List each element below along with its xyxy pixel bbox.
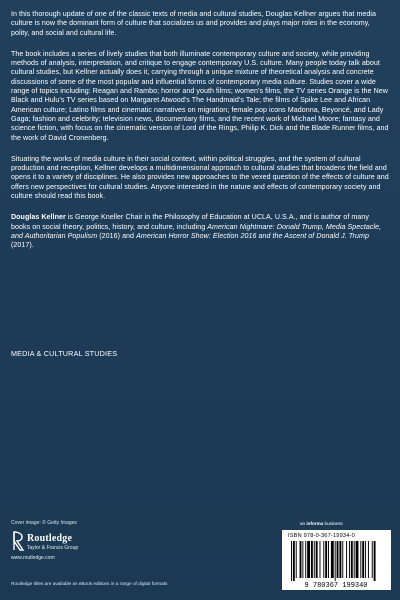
informa-suffix: business <box>323 521 343 526</box>
barcode-bar <box>307 541 310 578</box>
barcode-bar <box>362 541 364 578</box>
author-name: Douglas Kellner <box>11 213 66 222</box>
barcode-digits: 9 780367 199340 <box>304 582 368 590</box>
barcode-bar <box>296 541 297 578</box>
author-bio <box>11 213 389 250</box>
barcode-icon <box>282 530 391 590</box>
barcode-bar <box>360 541 361 578</box>
bio-year-1: (2016) and <box>97 231 137 240</box>
barcode-bar <box>354 541 355 578</box>
barcode-bar <box>368 541 369 578</box>
informa-brand: informa <box>306 521 324 526</box>
informa-business-tag <box>300 521 343 526</box>
publisher-group: Taylor & Francis Group <box>27 545 79 551</box>
bio-year-2: (2017). <box>11 241 34 250</box>
publisher-block <box>11 531 151 571</box>
barcode-bar <box>302 541 303 578</box>
publisher-name: Routledge <box>27 533 73 544</box>
barcode-bar <box>311 541 313 578</box>
barcode-bar <box>349 541 350 578</box>
barcode-bar <box>320 541 321 578</box>
barcode-bar <box>356 541 359 578</box>
barcode-bar <box>300 541 302 578</box>
blurb-area <box>11 10 389 263</box>
barcode-bar <box>372 541 373 578</box>
cover-credit: Cover image: © Getty Images <box>11 520 77 526</box>
studies-paragraph: The book includes a series of lively studies that both illuminate contemporary culture and society, while providing methods of analysis, interpretation, and critique to engage contemporary U.S. culture. Many people today talk about cultural studies, but Kellner actually does it, carrying through a unique mixture of theoretical analysis and concrete discussions of some of the most popular and influential forms of contemporary media culture. Studies cover a wide range of topics including: Reagan and Rambo; horror and youth films; women’s films, the TV series Orange is the New Black and Hulu’s TV series based on Margaret Atwood’s The Handmaid’s Tale; the films of Spike Lee and African American culture; Latino films and cinematic narratives on migration; female pop icons Madonna, Beyoncé, and Lady Gaga; fashion and celebrity; television news, documentary films, and the recent work of Michael Moore; fantasy and science fiction, with focus on the cinematic version of Lord of the Rings, Philip K. Dick and the Blade Runner films, and the work of David Cronenberg. <box>11 49 389 142</box>
book-title-1: American Nightmare: Donald Trump, Media Spectacle, and Authoritarian Populism <box>11 222 382 240</box>
barcode-bar <box>346 541 347 578</box>
barcode-bar <box>331 541 334 578</box>
intro-paragraph: In this thorough update of one of the classic texts of media and cultural studies, Douglas Kellner argues that media culture is now the dominant form of culture that socializes us and provides and plays major roles in the economy, polity, and social and cultural life. <box>11 10 377 37</box>
book-title-2: American Horror Show: Election 2016 and the Ascent of Donald J. Trump <box>136 231 370 240</box>
barcode-bar <box>325 541 327 578</box>
barcode-bar <box>323 541 324 578</box>
barcode-bar <box>339 541 341 578</box>
barcode-bar <box>351 541 353 578</box>
barcode-bar <box>316 541 318 578</box>
ebook-note: Routledge titles are available as eBook editions in a range of digital formats <box>11 581 168 586</box>
routledge-logo-icon <box>11 531 25 551</box>
barcode-bar <box>293 541 295 581</box>
isbn-label: ISBN 978-0-367-19934-0 <box>288 533 355 539</box>
barcode-bar <box>314 541 315 578</box>
barcode-bar <box>335 541 336 581</box>
barcode-bar <box>365 541 366 578</box>
informa-prefix: an <box>300 521 307 526</box>
series-label: MEDIA & CULTURAL STUDIES <box>11 349 118 358</box>
barcode-bar <box>337 541 339 578</box>
barcode-bar <box>342 541 343 578</box>
barcode-bar <box>291 541 292 581</box>
barcode-bar <box>328 541 329 578</box>
situating-paragraph: Situating the works of media culture in their social context, within political struggles, and the system of cultural production and reception, Kellner develops a multidimensional approach to cultural studies that broadens the field and opens it to a variety of disciplines. He also provides new approaches to the vexed question of the effects of culture and offers new perspectives for cultural studies. Anyone interested in the nature and effects of contemporary society and culture should read this book. <box>11 154 389 201</box>
barcode-block <box>282 530 391 590</box>
barcode-bar <box>305 541 306 578</box>
bio-text: is George Kneller Chair in the Philosophy of Education at UCLA, U.S.A., and is author of many books on social theory, politics, history, and culture, including <box>11 213 369 231</box>
barcode-bar <box>374 541 376 581</box>
publisher-url: www.routledge.com <box>11 555 55 561</box>
